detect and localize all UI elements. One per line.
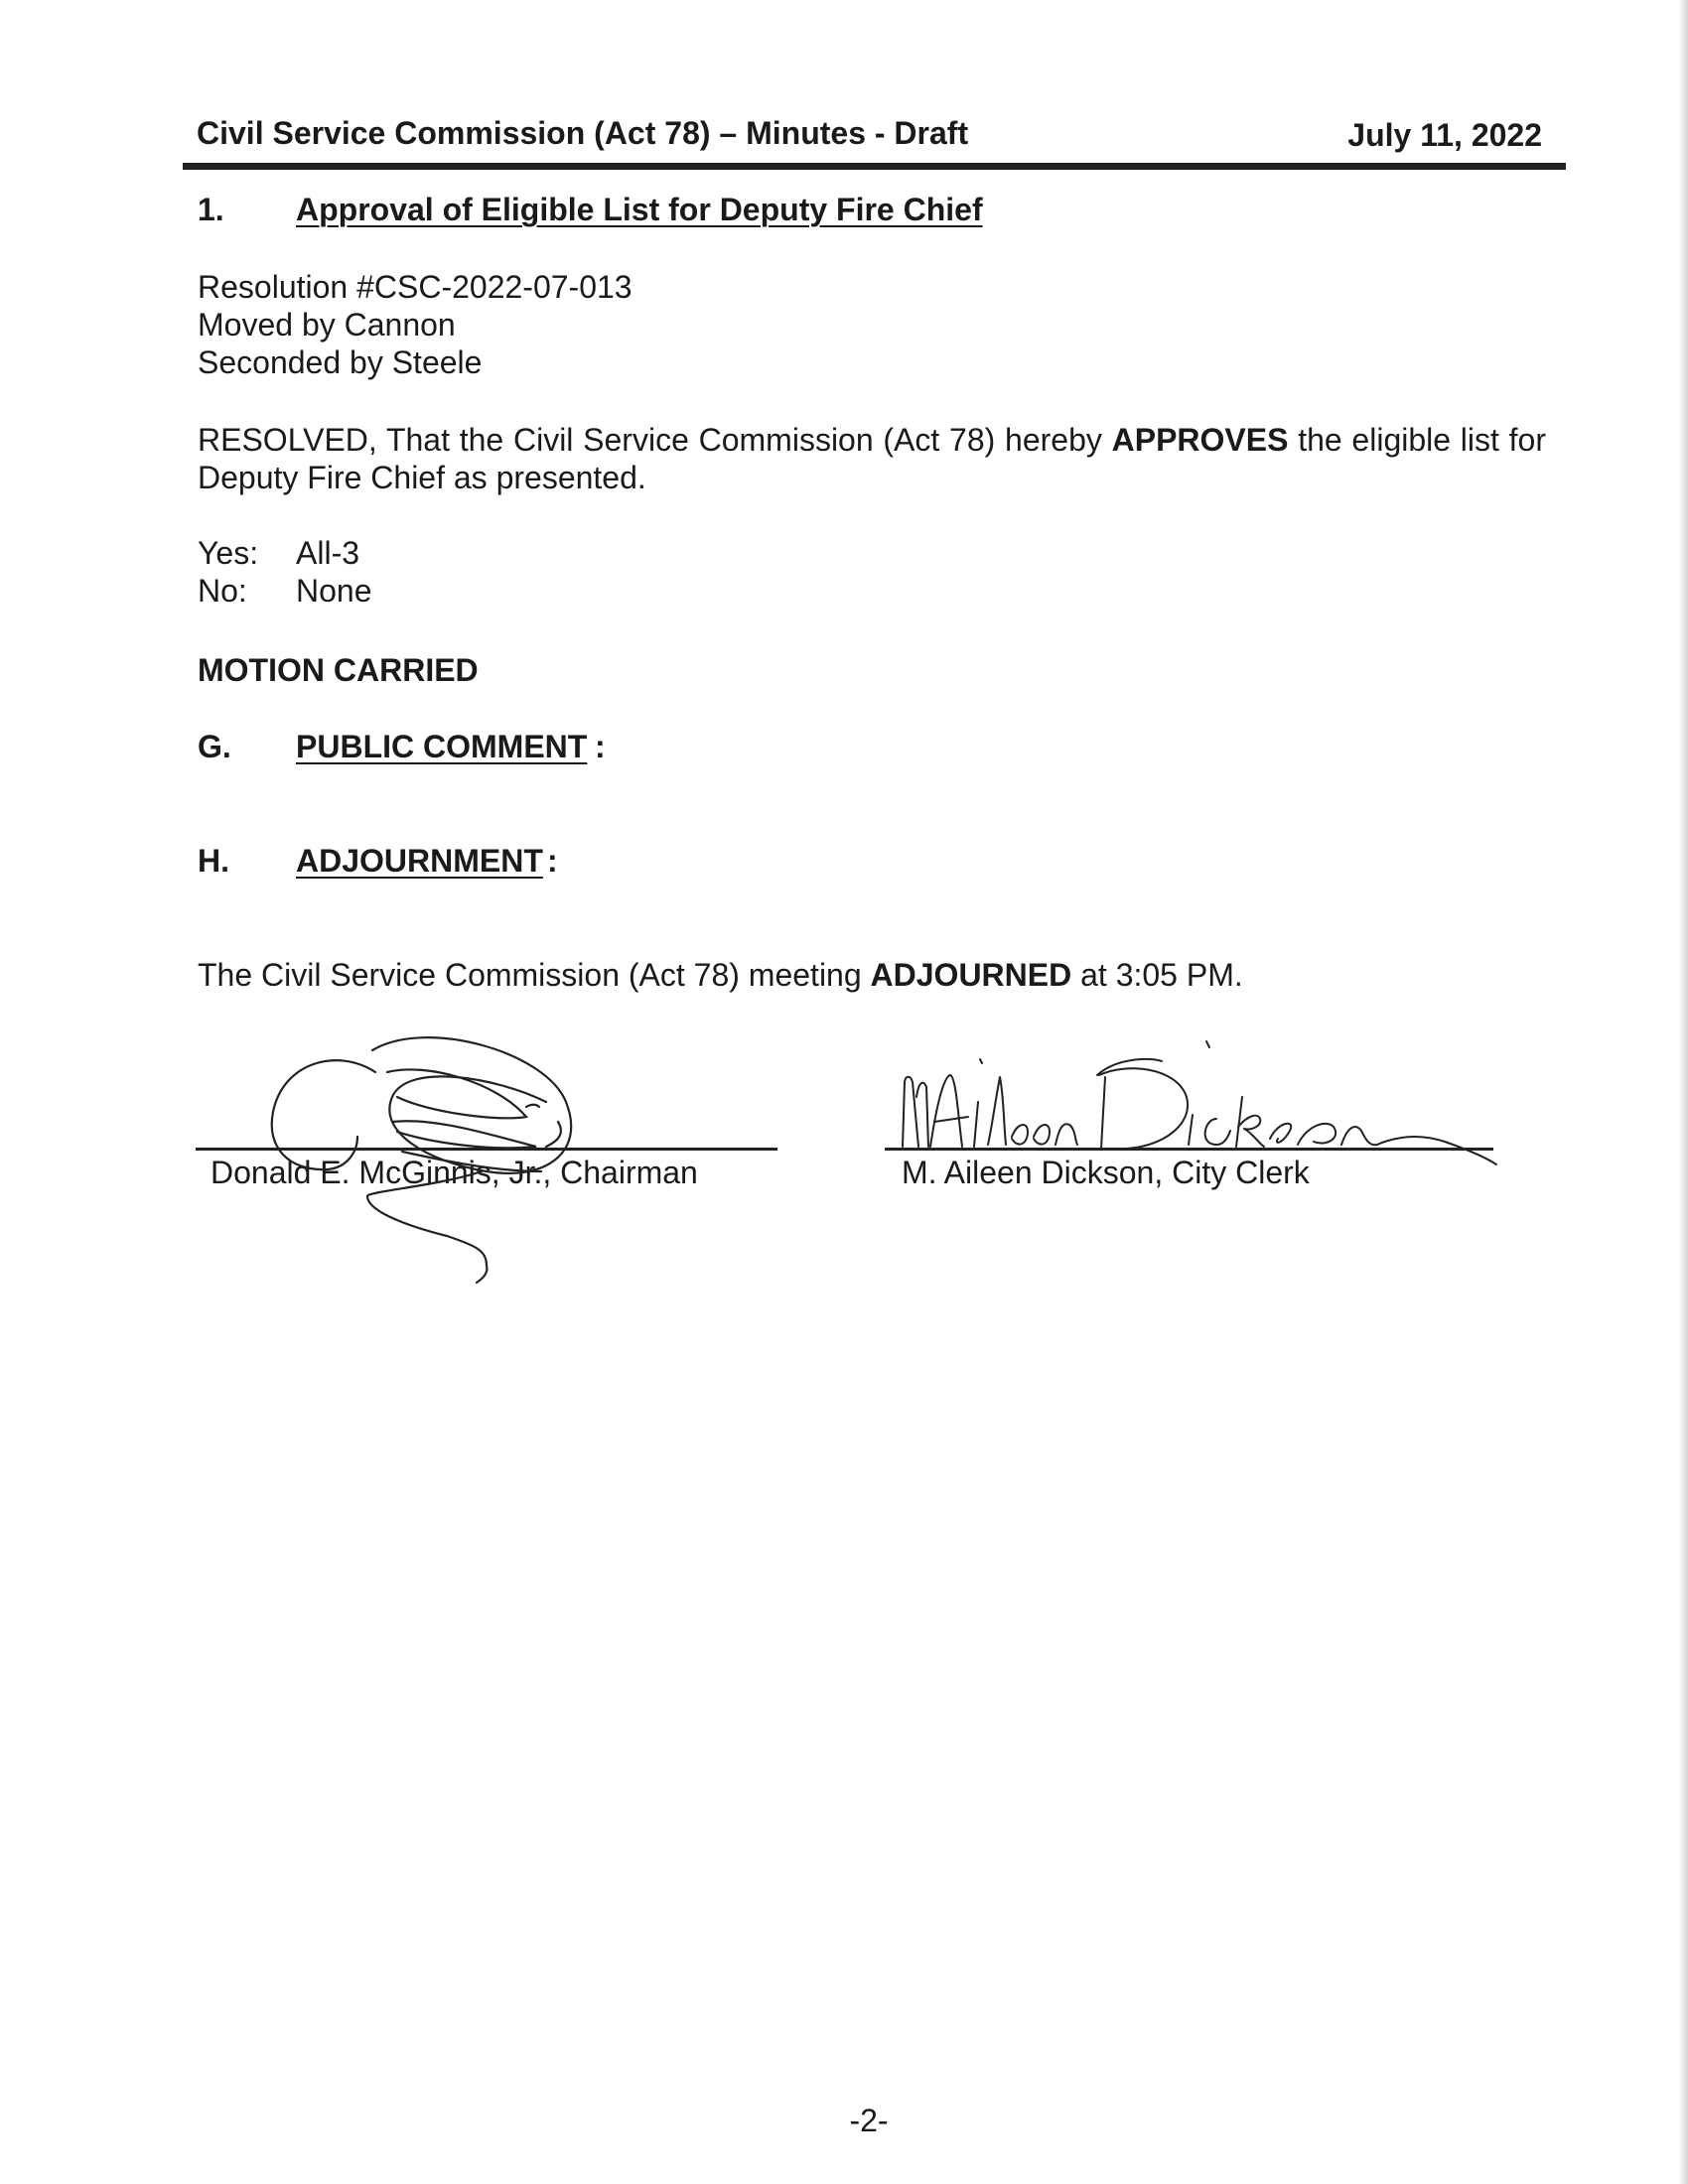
section-g-title-text: PUBLIC COMMENT bbox=[296, 729, 588, 764]
resolution-action: APPROVES bbox=[1111, 422, 1289, 458]
seconded-by: Seconded by Steele bbox=[198, 344, 483, 380]
vote-no-label: No: bbox=[198, 573, 247, 609]
resolution-text bbox=[198, 421, 1546, 496]
clerk-signature bbox=[889, 1027, 1504, 1166]
clerk-name: M. Aileen Dickson, City Clerk bbox=[902, 1155, 1310, 1190]
section-g-colon: : bbox=[595, 729, 606, 764]
agenda-item-number: 1. bbox=[198, 192, 224, 227]
agenda-item-title: Approval of Eligible List for Deputy Fire Chief bbox=[296, 192, 983, 227]
document-title: Civil Service Commission (Act 78) – Minutes - Draft bbox=[197, 115, 969, 151]
motion-status: MOTION CARRIED bbox=[198, 652, 479, 688]
resolution-text-end: the eligible list for Deputy Fire Chief as presented. bbox=[198, 422, 1547, 495]
vote-yes-row bbox=[198, 535, 359, 572]
header-divider bbox=[183, 163, 1566, 170]
vote-no-row bbox=[198, 573, 372, 610]
section-h-title-text: ADJOURNMENT bbox=[296, 843, 543, 879]
section-g-title bbox=[296, 729, 587, 765]
adjournment-status: ADJOURNED bbox=[870, 957, 1072, 993]
moved-by: Moved by Cannon bbox=[198, 307, 456, 342]
chairman-signature bbox=[258, 1023, 616, 1291]
adjournment-text-end: at 3:05 PM. bbox=[1071, 957, 1243, 993]
section-h-title bbox=[296, 843, 543, 880]
adjournment-text bbox=[198, 957, 1243, 994]
section-h-colon: : bbox=[547, 843, 558, 879]
resolution-number: Resolution #CSC-2022-07-013 bbox=[198, 269, 633, 305]
resolution-text-start: RESOLVED, That the Civil Service Commission (Act 78) hereby bbox=[198, 422, 1112, 458]
adjournment-text-start: The Civil Service Commission (Act 78) meeting bbox=[198, 957, 871, 993]
meeting-date: July 11, 2022 bbox=[1347, 117, 1542, 153]
page-edge-shadow bbox=[1678, 0, 1688, 2184]
vote-yes-label: Yes: bbox=[198, 535, 259, 571]
chairman-name: Donald E. McGinnis, Jr., Chairman bbox=[211, 1155, 698, 1190]
section-g-letter: G. bbox=[198, 729, 231, 764]
vote-no-value: None bbox=[296, 573, 372, 609]
page-number: -2- bbox=[849, 2103, 889, 2138]
section-h-letter: H. bbox=[198, 843, 229, 879]
vote-yes-value: All-3 bbox=[296, 535, 360, 571]
